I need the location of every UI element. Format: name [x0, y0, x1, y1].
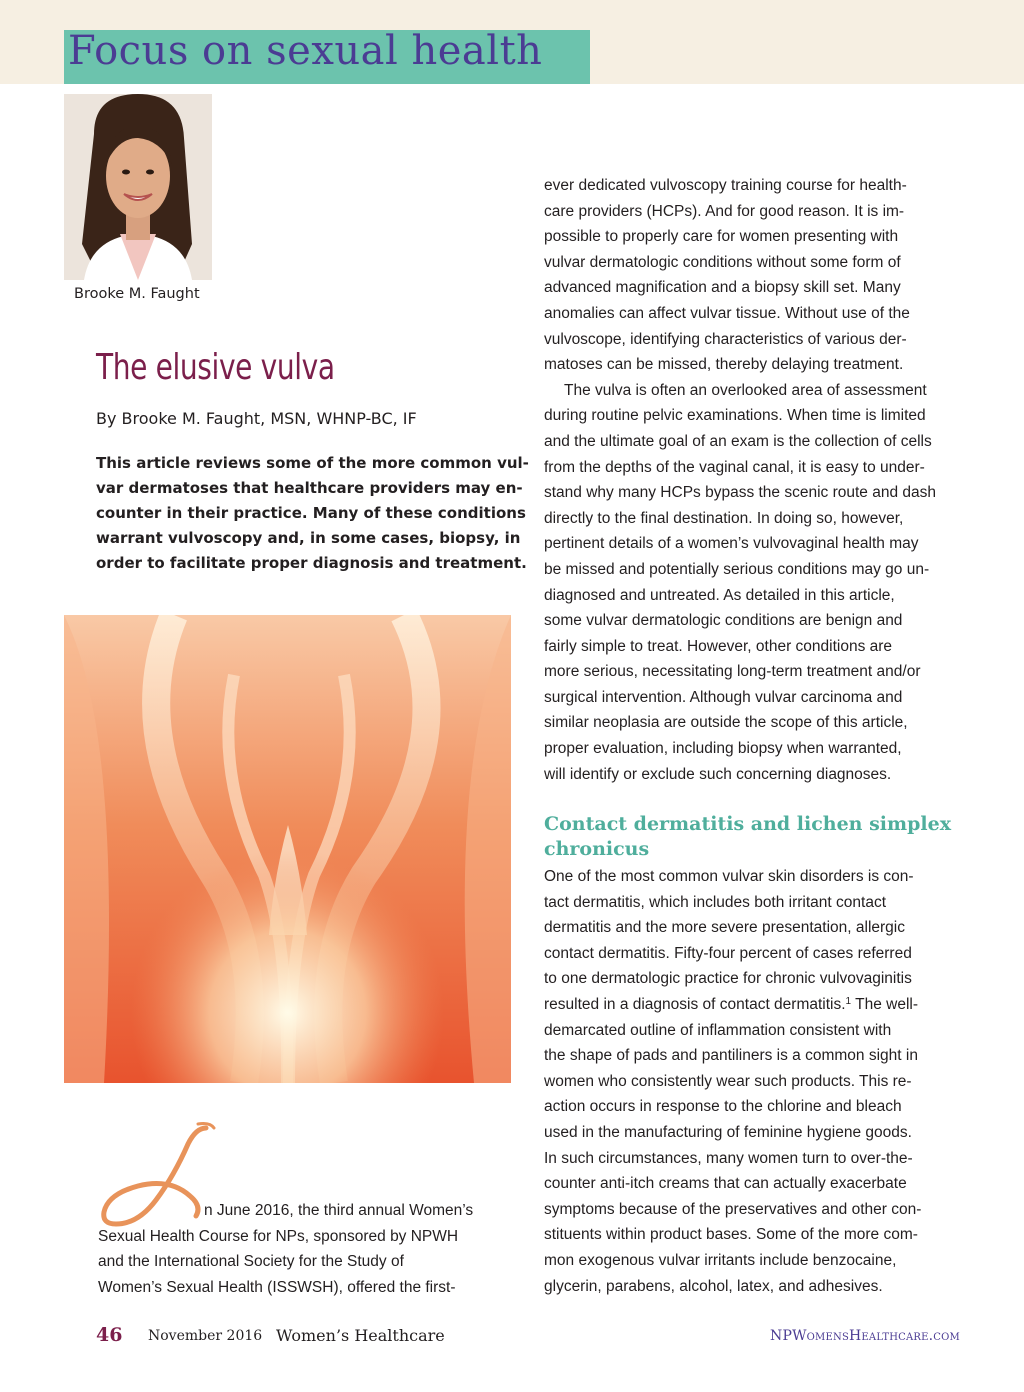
article-title: The elusive vulva [96, 347, 335, 388]
body-line: pertinent details of a women’s vulvovaginal health may [544, 535, 919, 553]
body-line: contact dermatitis. Fifty-four percent of cases referred [544, 944, 912, 962]
body-line: resulted in a diagnosis of contact dermatitis. [544, 995, 846, 1013]
body-line: diagnosed and untreated. As detailed in this article, [544, 586, 895, 604]
section-heading [544, 812, 964, 862]
body-line: possible to properly care for women presenting with [544, 228, 899, 246]
body-line: action occurs in response to the chlorine and bleach [544, 1098, 902, 1116]
article-abstract [96, 451, 529, 576]
page-number: 46 [96, 1324, 123, 1346]
body-line: advanced magnification and a biopsy skill set. Many [544, 279, 901, 297]
body-line: In such circumstances, many women turn to over-the- [544, 1149, 913, 1167]
body-line: fairly simple to treat. However, other conditions are [544, 637, 893, 655]
intro-line: n June 2016, the third annual Women’s [204, 1202, 474, 1219]
body-line-tail: The well- [851, 995, 919, 1013]
body-line: vulvar dermatologic conditions without some form of [544, 253, 901, 271]
body-line: to one dermatologic practice for chronic vulvovaginitis [544, 970, 912, 988]
body-line: the shape of pads and pantiliners is a common sight in [544, 1047, 918, 1065]
body-line: used in the manufacturing of feminine hygiene goods. [544, 1123, 912, 1141]
body-line: ever dedicated vulvoscopy training course for health- [544, 177, 907, 194]
body-line: matoses can be missed, thereby delaying treatment. [544, 356, 904, 374]
body-line: anomalies can affect vulvar tissue. Without use of the [544, 304, 910, 322]
author-photo [64, 94, 212, 280]
body-line: during routine pelvic examinations. When time is limited [544, 407, 926, 425]
intro-column [98, 1198, 508, 1300]
abstract-line: counter in their practice. Many of these conditions [96, 504, 526, 522]
body-line: more serious, necessitating long-term treatment and/or [544, 663, 921, 681]
body-line: from the depths of the vaginal canal, it is easy to under- [544, 458, 925, 476]
body-line: dermatitis and the more severe presentation, allergic [544, 919, 905, 937]
body-line: and the ultimate goal of an exam is the collection of cells [544, 432, 932, 450]
body-line: care providers (HCPs). And for good reason. It is im- [544, 202, 905, 220]
body-line: surgical intervention. Although vulvar carcinoma and [544, 688, 903, 706]
body-line: some vulvar dermatologic conditions are benign and [544, 612, 903, 630]
body-line: demarcated outline of inflammation consistent with [544, 1021, 892, 1039]
intro-line: and the International Society for the Study of [98, 1253, 404, 1271]
body-line: women who consistently wear such products. This re- [544, 1072, 912, 1090]
author-portrait-image [64, 94, 212, 280]
section-banner [64, 30, 590, 84]
body-line: directly to the final destination. In doing so, however, [544, 509, 904, 527]
body-line: will identify or exclude such concerning diagnoses. [544, 765, 892, 783]
photo-caption: Brooke M. Faught [74, 286, 200, 302]
body-line: be missed and potentially serious conditions may go un- [544, 560, 930, 578]
body-line: stand why many HCPs bypass the scenic route and dash [544, 484, 937, 502]
body-line: counter anti-itch creams that can actually exacerbate [544, 1175, 907, 1193]
byline: By Brooke M. Faught, MSN, WHNP-BC, IF [96, 409, 417, 428]
body-line-with-footnote [544, 992, 964, 1018]
section-title: Focus on sexual health [68, 28, 543, 74]
body-line: tact dermatitis, which includes both irritant contact [544, 893, 887, 911]
body-line: symptoms because of the preservatives and other con- [544, 1200, 922, 1218]
abstract-line: order to facilitate proper diagnosis and treatment. [96, 554, 527, 572]
abstract-flame-illustration [64, 615, 511, 1083]
body-line: similar neoplasia are outside the scope of this article, [544, 714, 908, 732]
abstract-line: This article reviews some of the more common vul- [96, 454, 529, 472]
body-line: One of the most common vulvar skin disorders is con- [544, 868, 914, 885]
body-line: vulvoscope, identifying characteristics of various der- [544, 330, 907, 348]
intro-line: Women’s Sexual Health (ISSWSH), offered the first- [98, 1278, 456, 1296]
abstract-line: warrant vulvoscopy and, in some cases, biopsy, in [96, 529, 521, 547]
issue-date: November 2016 [148, 1328, 263, 1344]
section-body-text [544, 864, 964, 1299]
right-column-text [544, 173, 964, 787]
section-heading-line: Contact dermatitis and lichen simplex [544, 813, 952, 835]
footnote-reference: 1 [845, 995, 852, 1007]
section-heading-line: chronicus [544, 838, 650, 860]
body-line: mon exogenous vulvar irritants include benzocaine, [544, 1251, 897, 1269]
website-url: NPWomensHealthcare.com [770, 1328, 960, 1344]
body-line: proper evaluation, including biopsy when warranted, [544, 740, 902, 758]
body-line: The vulva is often an overlooked area of assessment [564, 381, 927, 399]
intro-line: Sexual Health Course for NPs, sponsored by NPWH [98, 1227, 459, 1245]
abstract-line: var dermatoses that healthcare providers may en- [96, 479, 523, 497]
body-line: stituents within product bases. Some of the more com- [544, 1226, 918, 1244]
magazine-name: Women’s Healthcare [276, 1326, 445, 1345]
body-line: glycerin, parabens, alcohol, latex, and adhesives. [544, 1277, 883, 1295]
